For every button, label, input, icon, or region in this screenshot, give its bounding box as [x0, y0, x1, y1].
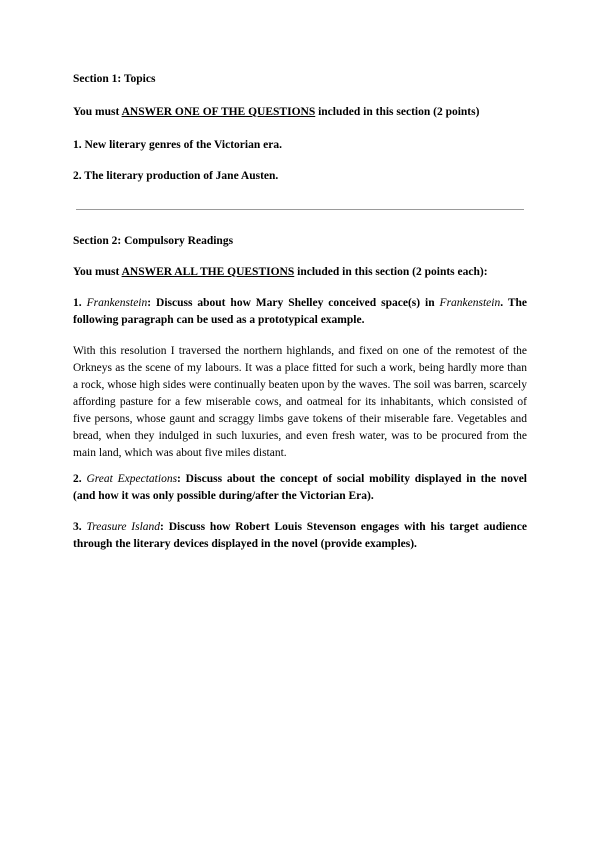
question-2-text: : Discuss about the concept of social mobility displayed in the novel (and how it was only possible during/after the Victorian Era).: [73, 473, 527, 502]
section2-instruction: [73, 264, 527, 281]
question-2-number: 2.: [73, 473, 87, 485]
question-1-number: 1.: [73, 297, 87, 309]
section2-instruction-post: included in this section (2 points each):: [294, 266, 488, 278]
question-1-text-b: . The following paragraph can be used as a prototypical example.: [73, 297, 528, 326]
question-3-number: 3.: [73, 521, 87, 533]
topic-item: 2. The literary production of Jane Austen.: [73, 170, 279, 182]
frankenstein-excerpt: With this resolution I traversed the northern highlands, and fixed on one of the remotest of the Orkneys as the scene of my labours. It was a place fitted for such a work, being hardly more than a rock, whose high sides were continually beaten upon by the waves. The soil was barren, scarcely affording pasture for a few miserable cows, and oatmeal for its inhabitants, which consisted of five persons, whose gaunt and scraggy limbs gave tokens of their miserable fare. Vegetables and bread, when they indulged in such luxuries, and even fresh water, was to be procured from the main land, which was about five miles distant.: [73, 345, 527, 459]
horizontal-divider: [76, 209, 524, 210]
question-1-work-title-2: Frankenstein: [439, 297, 501, 309]
question-3-text: : Discuss how Robert Louis Stevenson engages with his target audience through the literary devices displayed in the novel (provide examples).: [73, 521, 527, 550]
section1-title: Section 1: Topics: [73, 73, 156, 85]
topic-item: 1. New literary genres of the Victorian era.: [73, 139, 282, 151]
question-1-work-title: Frankenstein: [86, 297, 148, 309]
section1-instruction: [73, 104, 527, 121]
section2-title: Section 2: Compulsory Readings: [73, 235, 234, 247]
question-1: [73, 295, 527, 329]
section1-instruction-post: included in this section (2 points): [315, 106, 480, 118]
section2-instruction-pre: You must: [73, 266, 122, 278]
question-3-work-title: Treasure Island: [86, 521, 161, 533]
question-3: [73, 519, 527, 553]
section1-instruction-pre: You must: [73, 106, 122, 118]
question-1-text-a: : Discuss about how Mary Shelley conceived space(s) in: [147, 297, 440, 309]
question-2: [73, 471, 527, 505]
section1-instruction-emphasis: ANSWER ONE OF THE QUESTIONS: [121, 106, 316, 118]
question-2-work-title: Great Expectations: [86, 473, 178, 485]
section2-instruction-emphasis: ANSWER ALL THE QUESTIONS: [121, 266, 295, 278]
